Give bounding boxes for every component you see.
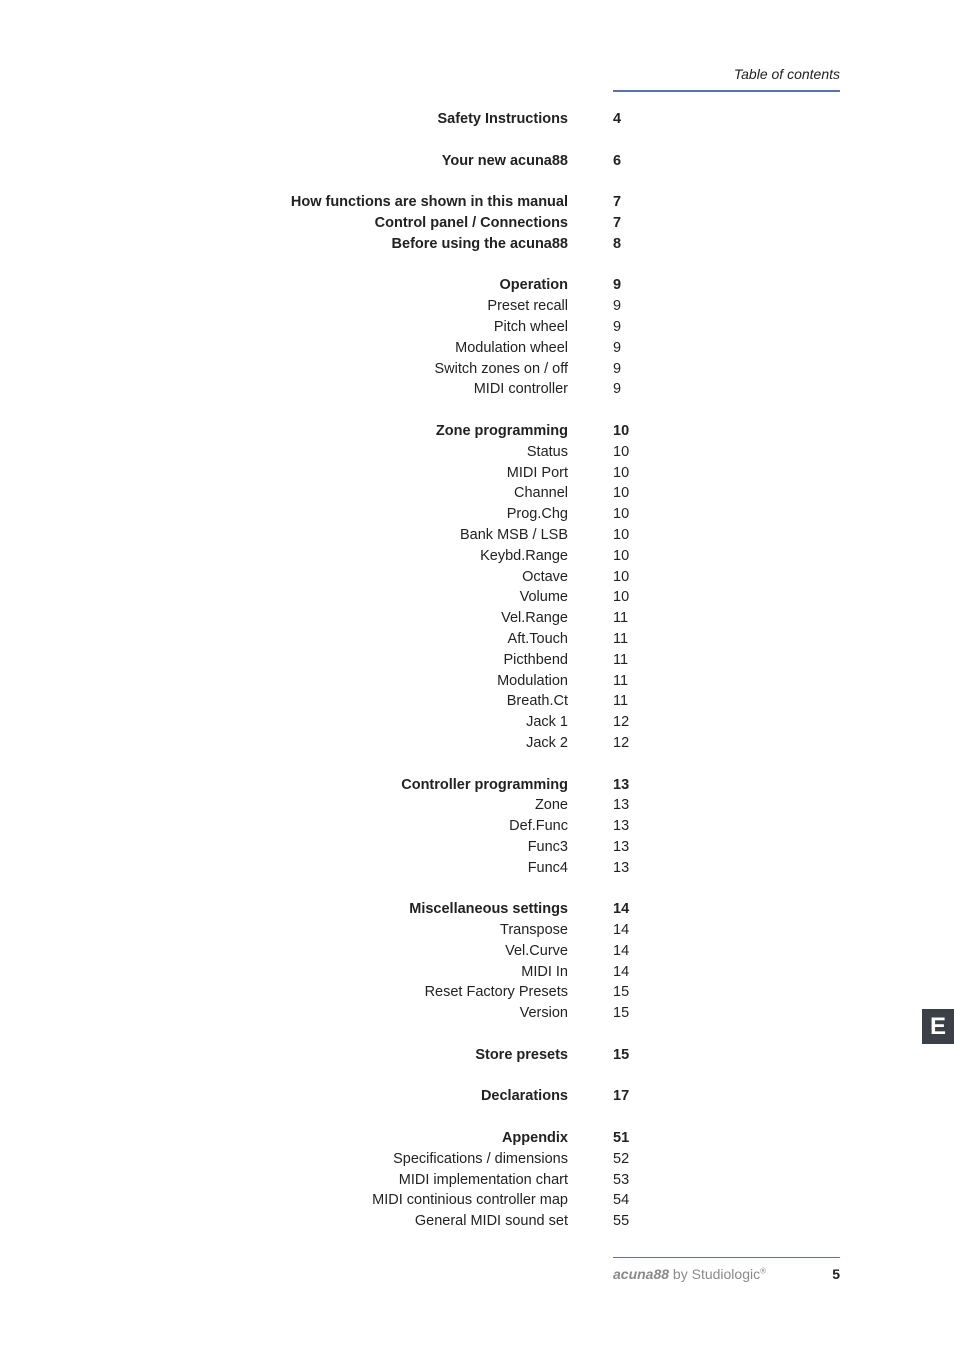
toc-entry-label: Appendix: [501, 1130, 568, 1147]
toc-page-number: 53: [613, 1171, 630, 1188]
toc-section-row[interactable]: [0, 192, 954, 213]
toc-entry-label: Octave: [522, 568, 568, 585]
toc-entry-label: MIDI controller: [473, 381, 568, 398]
toc-page-number: 4: [613, 111, 622, 127]
toc-entry-row[interactable]: [0, 338, 954, 359]
toc-page-number: 7: [613, 194, 622, 211]
toc-page-number: 13: [613, 818, 630, 835]
toc-page-number: 15: [613, 1005, 630, 1022]
toc-entry-label: Zone programming: [435, 422, 568, 439]
toc-entry-row[interactable]: [0, 858, 954, 879]
toc-page-number: 10: [613, 464, 630, 481]
toc-section-row[interactable]: [0, 109, 954, 130]
toc-entry-label: Modulation wheel: [455, 339, 568, 356]
footer-trademark: ®: [760, 1266, 767, 1276]
toc-entry-label: MIDI In: [521, 963, 568, 980]
toc-page-number: 52: [613, 1150, 630, 1167]
toc-entry-row[interactable]: [0, 1190, 954, 1211]
toc-entry-label: Def.Func: [509, 818, 568, 835]
toc-entry-label: Preset recall: [487, 298, 568, 315]
toc-entry-label: Bank MSB / LSB: [460, 526, 568, 543]
toc-entry-label: General MIDI sound set: [414, 1213, 568, 1230]
toc-page-number: 51: [613, 1130, 630, 1147]
toc-entry-row[interactable]: [0, 982, 954, 1003]
toc-entry-row[interactable]: [0, 837, 954, 858]
toc-page-number: 13: [613, 776, 630, 793]
footer-divider: [613, 1257, 840, 1258]
toc-page-number: 17: [613, 1088, 630, 1105]
toc-page-number: 6: [613, 152, 622, 169]
toc-page-number: 10: [613, 506, 630, 523]
toc-entry-row[interactable]: [0, 525, 954, 546]
toc-entry-row[interactable]: [0, 629, 954, 650]
toc-page-number: 10: [613, 422, 630, 439]
toc-page-number: 13: [613, 797, 630, 814]
toc-entry-row[interactable]: [0, 359, 954, 380]
toc-entry-label: Picthbend: [503, 651, 568, 668]
toc-page-number: 9: [613, 360, 622, 377]
toc-entry-label: Your new acuna88: [441, 152, 568, 169]
toc-entry-label: Operation: [499, 277, 568, 294]
toc-page-number: 9: [613, 318, 622, 335]
toc-entry-label: Before using the acuna88: [391, 235, 568, 252]
toc-entry-label: Channel: [513, 485, 568, 502]
footer-product-name: acuna88: [613, 1266, 670, 1282]
toc-page-number: 10: [613, 443, 630, 460]
toc-entry-label: Control panel / Connections: [374, 214, 568, 231]
toc-entry-row[interactable]: [0, 463, 954, 484]
toc-entry-row[interactable]: [0, 733, 954, 754]
toc-page-number: 14: [613, 942, 630, 959]
toc-page-number: 11: [613, 610, 629, 627]
toc-entry-row[interactable]: [0, 962, 954, 983]
toc-entry-label: MIDI Port: [506, 464, 568, 481]
toc-entry-row[interactable]: [0, 608, 954, 629]
toc-page-number: 15: [613, 984, 630, 1001]
toc-page-number: 14: [613, 922, 630, 939]
toc-entry-row[interactable]: [0, 795, 954, 816]
toc-entry-row[interactable]: [0, 650, 954, 671]
toc-entry-row[interactable]: [0, 712, 954, 733]
toc-entry-row[interactable]: [0, 567, 954, 588]
toc-page-number: 10: [613, 589, 630, 606]
toc-page-number: 54: [613, 1192, 630, 1209]
toc-page-number: 55: [613, 1213, 630, 1230]
toc-page-number: 9: [613, 381, 622, 398]
toc-entry-label: Reset Factory Presets: [424, 984, 568, 1001]
page-header-title: Table of contents: [733, 66, 840, 82]
toc-entry-label: Vel.Range: [501, 610, 568, 627]
toc-entry-label: Pitch wheel: [493, 318, 568, 335]
toc-entry-label: Switch zones on / off: [434, 360, 568, 377]
toc-entry-row[interactable]: [0, 941, 954, 962]
toc-section-row[interactable]: [0, 151, 954, 172]
toc-entry-row[interactable]: [0, 483, 954, 504]
page-number: 5: [832, 1266, 840, 1282]
toc-entry-label: Status: [526, 443, 568, 460]
toc-entry-label: Transpose: [500, 922, 568, 939]
toc-entry-label: Jack 1: [526, 714, 568, 731]
toc-section-row[interactable]: [0, 1128, 954, 1149]
toc-page-number: 10: [613, 547, 630, 564]
toc-page-number: 10: [613, 526, 630, 543]
toc-page-number: 12: [613, 714, 630, 731]
toc-section-row[interactable]: [0, 213, 954, 234]
toc-page-number: 9: [613, 339, 622, 356]
toc-entry-label: Miscellaneous settings: [409, 901, 568, 918]
toc-entry-label: MIDI implementation chart: [398, 1171, 568, 1188]
toc-entry-label: Func3: [527, 838, 568, 855]
toc-entry-row[interactable]: [0, 587, 954, 608]
toc-entry-row[interactable]: [0, 379, 954, 400]
footer-by-text: by Studiologic: [669, 1266, 761, 1282]
toc-section-row[interactable]: [0, 1045, 954, 1066]
toc-page-number: 10: [613, 568, 630, 585]
toc-page-number: 15: [613, 1046, 630, 1063]
toc-entry-label: MIDI continious controller map: [372, 1192, 568, 1209]
toc-entry-row[interactable]: [0, 442, 954, 463]
toc-section-row[interactable]: [0, 899, 954, 920]
toc-entry-row[interactable]: [0, 1170, 954, 1191]
toc-entry-row[interactable]: [0, 671, 954, 692]
toc-entry-row[interactable]: [0, 1149, 954, 1170]
toc-page-number: 10: [613, 485, 630, 502]
toc-entry-row[interactable]: [0, 691, 954, 712]
toc-page-number: 7: [613, 214, 622, 231]
toc-entry-label: Volume: [519, 589, 568, 606]
toc-entry-row[interactable]: [0, 816, 954, 837]
toc-entry-label: Keybd.Range: [480, 547, 568, 564]
toc-section-row[interactable]: [0, 1086, 954, 1107]
toc-entry-row[interactable]: [0, 296, 954, 317]
toc-page-number: 14: [613, 901, 630, 918]
table-of-contents: [0, 109, 954, 1232]
toc-section-row[interactable]: [0, 234, 954, 255]
toc-entry-label: Prog.Chg: [506, 506, 568, 523]
toc-entry-label: Func4: [527, 859, 568, 876]
toc-page-number: 8: [613, 235, 622, 252]
toc-entry-label: Specifications / dimensions: [393, 1150, 568, 1167]
toc-page-number: 13: [613, 859, 630, 876]
toc-page-number: 13: [613, 838, 630, 855]
toc-entry-label: Modulation: [497, 672, 568, 689]
toc-entry-label: Aft.Touch: [507, 630, 568, 647]
toc-entry-label: Breath.Ct: [506, 693, 568, 710]
toc-section-row[interactable]: [0, 775, 954, 796]
toc-page-number: 12: [613, 734, 630, 751]
toc-entry-label: Declarations: [480, 1088, 568, 1105]
toc-page-number: 11: [613, 672, 629, 689]
toc-entry-label: Zone: [534, 797, 568, 814]
toc-page-number: 11: [613, 630, 629, 647]
language-tab: E: [922, 1009, 954, 1044]
toc-entry-row[interactable]: [0, 1003, 954, 1024]
toc-page-number: 9: [613, 277, 622, 294]
toc-section-row[interactable]: [0, 421, 954, 442]
toc-entry-label: Store presets: [475, 1046, 568, 1063]
toc-page-number: 9: [613, 298, 622, 315]
toc-entry-label: Vel.Curve: [505, 942, 568, 959]
toc-entry-label: Jack 2: [526, 734, 568, 751]
toc-entry-row[interactable]: [0, 546, 954, 567]
toc-entry-label: Safety Instructions: [437, 111, 568, 127]
toc-section-row[interactable]: [0, 275, 954, 296]
toc-page-number: 11: [613, 693, 629, 710]
header-divider: [613, 90, 840, 92]
toc-entry-row[interactable]: [0, 317, 954, 338]
toc-entry-label: Version: [519, 1005, 568, 1022]
toc-page-number: 11: [613, 651, 629, 668]
toc-entry-label: How functions are shown in this manual: [290, 194, 568, 211]
toc-entry-label: Controller programming: [401, 776, 568, 793]
toc-entry-row[interactable]: [0, 920, 954, 941]
toc-entry-row[interactable]: [0, 1211, 954, 1232]
toc-page-number: 14: [613, 963, 630, 980]
toc-entry-row[interactable]: [0, 504, 954, 525]
footer-brand: [613, 1266, 766, 1282]
